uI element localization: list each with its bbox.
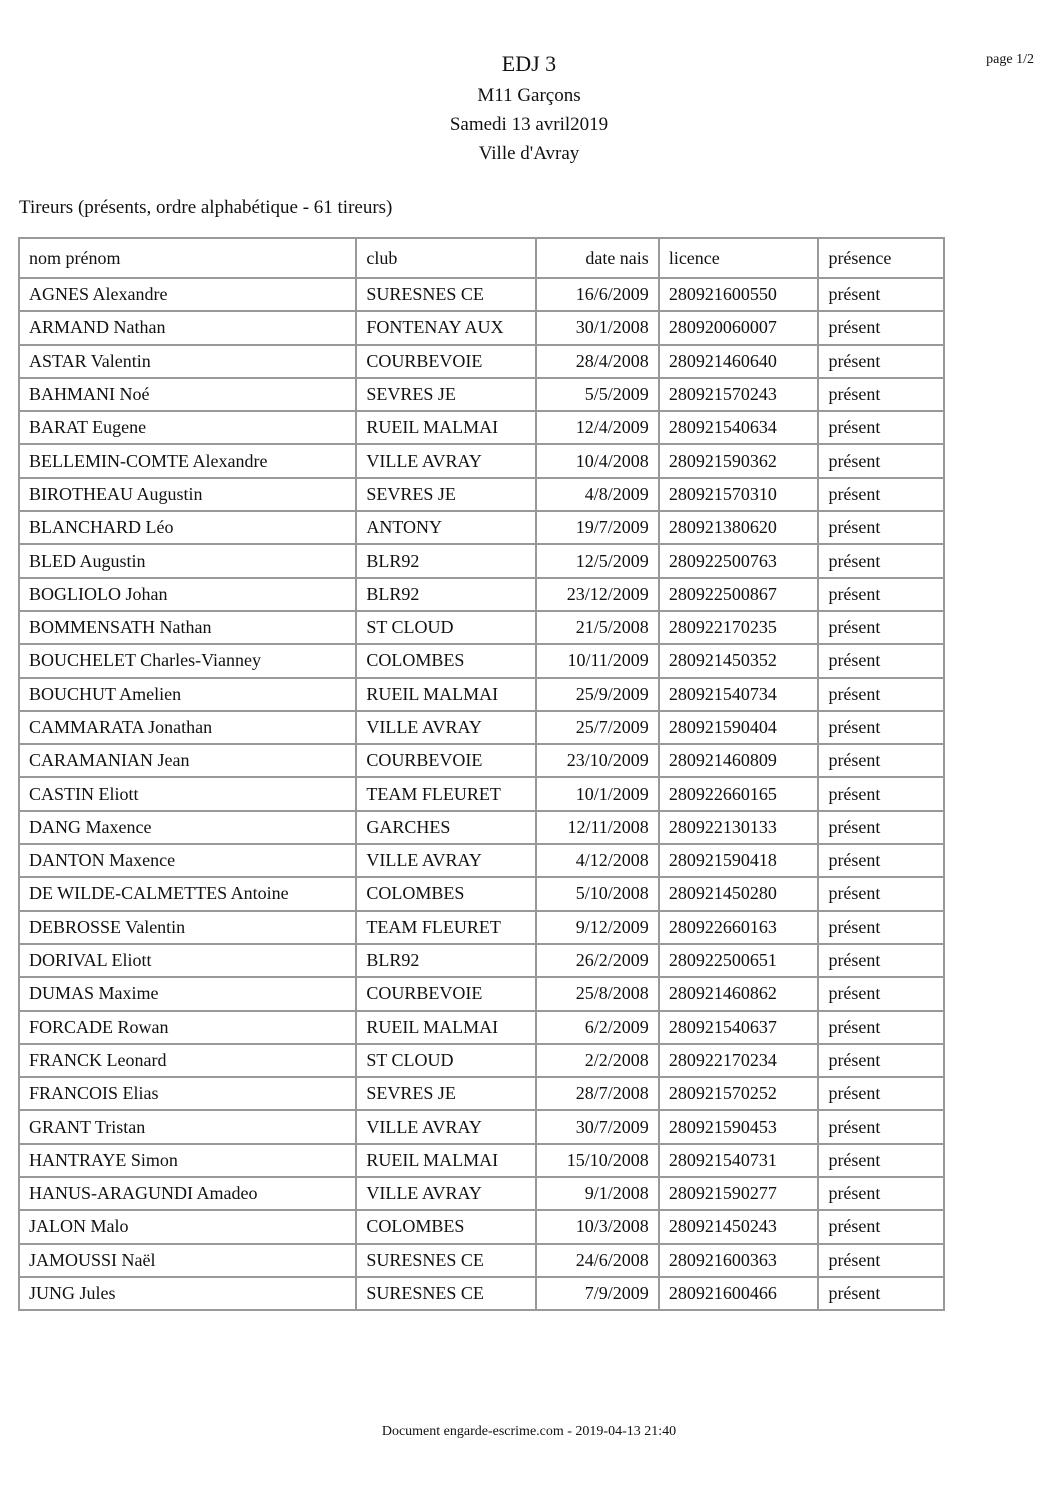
table-row xyxy=(19,544,944,577)
cell-birthdate: 26/2/2009 xyxy=(536,944,659,977)
cell-licence: 280922170234 xyxy=(659,1044,819,1077)
cell-licence: 280922660163 xyxy=(659,911,819,944)
cell-birthdate: 9/1/2008 xyxy=(536,1177,659,1210)
cell-presence: présent xyxy=(818,1277,944,1310)
cell-club: VILLE AVRAY xyxy=(356,444,536,477)
table-row xyxy=(19,777,944,810)
cell-club: BLR92 xyxy=(356,544,536,577)
cell-presence: présent xyxy=(818,378,944,411)
cell-presence: présent xyxy=(818,278,944,311)
cell-name: DUMAS Maxime xyxy=(19,977,356,1010)
cell-club: VILLE AVRAY xyxy=(356,711,536,744)
table-row xyxy=(19,844,944,877)
cell-name: CASTIN Eliott xyxy=(19,777,356,810)
cell-club: COLOMBES xyxy=(356,1210,536,1243)
cell-presence: présent xyxy=(818,311,944,344)
cell-presence: présent xyxy=(818,1144,944,1177)
cell-licence: 280921590453 xyxy=(659,1110,819,1143)
cell-club: SURESNES CE xyxy=(356,1244,536,1277)
document-title: EDJ 3 xyxy=(501,51,557,76)
cell-name: JALON Malo xyxy=(19,1210,356,1243)
section-title: Tireurs (présents, ordre alphabétique - 61 tireurs) xyxy=(19,197,393,218)
cell-club: COLOMBES xyxy=(356,877,536,910)
cell-club: RUEIL MALMAI xyxy=(356,1144,536,1177)
cell-presence: présent xyxy=(818,478,944,511)
cell-name: BELLEMIN-COMTE Alexandre xyxy=(19,444,356,477)
cell-name: BLED Augustin xyxy=(19,544,356,577)
cell-birthdate: 21/5/2008 xyxy=(536,611,659,644)
cell-club: SURESNES CE xyxy=(356,278,536,311)
cell-club: VILLE AVRAY xyxy=(356,1110,536,1143)
table-row xyxy=(19,611,944,644)
cell-club: COURBEVOIE xyxy=(356,345,536,378)
cell-licence: 280921450243 xyxy=(659,1210,819,1243)
cell-club: GARCHES xyxy=(356,811,536,844)
cell-name: BLANCHARD Léo xyxy=(19,511,356,544)
cell-club: COURBEVOIE xyxy=(356,744,536,777)
cell-licence: 280921380620 xyxy=(659,511,819,544)
cell-licence: 280921600466 xyxy=(659,1277,819,1310)
cell-presence: présent xyxy=(818,777,944,810)
cell-name: DEBROSSE Valentin xyxy=(19,911,356,944)
cell-birthdate: 28/4/2008 xyxy=(536,345,659,378)
cell-name: BOUCHUT Amelien xyxy=(19,678,356,711)
cell-presence: présent xyxy=(818,611,944,644)
cell-presence: présent xyxy=(818,877,944,910)
column-header-name: nom prénom xyxy=(19,238,356,278)
cell-club: VILLE AVRAY xyxy=(356,1177,536,1210)
column-header-birthdate: date nais xyxy=(536,238,659,278)
cell-birthdate: 4/12/2008 xyxy=(536,844,659,877)
page-number: page 1/2 xyxy=(986,52,1034,67)
cell-name: JUNG Jules xyxy=(19,1277,356,1310)
event-location: Ville d'Avray xyxy=(478,143,580,164)
table-row xyxy=(19,1077,944,1110)
cell-licence: 280922170235 xyxy=(659,611,819,644)
cell-licence: 280921460809 xyxy=(659,744,819,777)
table-row xyxy=(19,1110,944,1143)
cell-club: ANTONY xyxy=(356,511,536,544)
footer-text: Document engarde-escrime.com - 2019-04-13 21:40 xyxy=(381,1424,677,1439)
column-header-presence: présence xyxy=(818,238,944,278)
cell-name: BOUCHELET Charles-Vianney xyxy=(19,644,356,677)
cell-presence: présent xyxy=(818,944,944,977)
cell-presence: présent xyxy=(818,1177,944,1210)
cell-birthdate: 23/10/2009 xyxy=(536,744,659,777)
cell-licence: 280920060007 xyxy=(659,311,819,344)
cell-name: AGNES Alexandre xyxy=(19,278,356,311)
table-row xyxy=(19,478,944,511)
table-row xyxy=(19,345,944,378)
cell-birthdate: 5/10/2008 xyxy=(536,877,659,910)
cell-presence: présent xyxy=(818,444,944,477)
cell-birthdate: 30/1/2008 xyxy=(536,311,659,344)
cell-licence: 280921570310 xyxy=(659,478,819,511)
cell-presence: présent xyxy=(818,977,944,1010)
cell-club: VILLE AVRAY xyxy=(356,844,536,877)
cell-birthdate: 19/7/2009 xyxy=(536,511,659,544)
cell-presence: présent xyxy=(818,711,944,744)
cell-licence: 280922500763 xyxy=(659,544,819,577)
cell-licence: 280921540637 xyxy=(659,1011,819,1044)
cell-birthdate: 10/4/2008 xyxy=(536,444,659,477)
fencers-table xyxy=(18,237,945,1311)
column-header-club: club xyxy=(356,238,536,278)
cell-birthdate: 30/7/2009 xyxy=(536,1110,659,1143)
cell-name: ASTAR Valentin xyxy=(19,345,356,378)
cell-birthdate: 25/8/2008 xyxy=(536,977,659,1010)
cell-presence: présent xyxy=(818,911,944,944)
cell-birthdate: 6/2/2009 xyxy=(536,1011,659,1044)
cell-birthdate: 28/7/2008 xyxy=(536,1077,659,1110)
event-date: Samedi 13 avril2019 xyxy=(449,114,609,135)
table-row xyxy=(19,1044,944,1077)
cell-licence: 280921540731 xyxy=(659,1144,819,1177)
cell-licence: 280921570252 xyxy=(659,1077,819,1110)
cell-club: SEVRES JE xyxy=(356,1077,536,1110)
cell-presence: présent xyxy=(818,1110,944,1143)
cell-name: CAMMARATA Jonathan xyxy=(19,711,356,744)
cell-licence: 280922660165 xyxy=(659,777,819,810)
table-row xyxy=(19,311,944,344)
cell-licence: 280921590404 xyxy=(659,711,819,744)
table-row xyxy=(19,1277,944,1310)
cell-club: ST CLOUD xyxy=(356,1044,536,1077)
cell-presence: présent xyxy=(818,1044,944,1077)
cell-club: FONTENAY AUX xyxy=(356,311,536,344)
cell-licence: 280921570243 xyxy=(659,378,819,411)
table-row xyxy=(19,411,944,444)
table-row xyxy=(19,711,944,744)
cell-presence: présent xyxy=(818,1210,944,1243)
cell-name: BARAT Eugene xyxy=(19,411,356,444)
table-header-row xyxy=(19,238,944,278)
cell-name: HANTRAYE Simon xyxy=(19,1144,356,1177)
table-row xyxy=(19,444,944,477)
cell-licence: 280921590362 xyxy=(659,444,819,477)
cell-licence: 280921600363 xyxy=(659,1244,819,1277)
cell-presence: présent xyxy=(818,511,944,544)
cell-licence: 280921450352 xyxy=(659,644,819,677)
cell-club: SEVRES JE xyxy=(356,478,536,511)
column-header-licence: licence xyxy=(659,238,819,278)
cell-name: HANUS-ARAGUNDI Amadeo xyxy=(19,1177,356,1210)
table-row xyxy=(19,1244,944,1277)
table-row xyxy=(19,911,944,944)
cell-club: BLR92 xyxy=(356,578,536,611)
table-row xyxy=(19,378,944,411)
cell-name: DORIVAL Eliott xyxy=(19,944,356,977)
cell-club: SURESNES CE xyxy=(356,1277,536,1310)
cell-club: ST CLOUD xyxy=(356,611,536,644)
cell-birthdate: 12/5/2009 xyxy=(536,544,659,577)
table-row xyxy=(19,644,944,677)
cell-licence: 280921590277 xyxy=(659,1177,819,1210)
cell-birthdate: 5/5/2009 xyxy=(536,378,659,411)
table-row xyxy=(19,578,944,611)
cell-birthdate: 23/12/2009 xyxy=(536,578,659,611)
cell-name: ARMAND Nathan xyxy=(19,311,356,344)
cell-name: CARAMANIAN Jean xyxy=(19,744,356,777)
cell-name: DANTON Maxence xyxy=(19,844,356,877)
table-row xyxy=(19,977,944,1010)
cell-licence: 280921540634 xyxy=(659,411,819,444)
cell-birthdate: 2/2/2008 xyxy=(536,1044,659,1077)
cell-presence: présent xyxy=(818,345,944,378)
cell-birthdate: 12/11/2008 xyxy=(536,811,659,844)
cell-presence: présent xyxy=(818,811,944,844)
category: M11 Garçons xyxy=(477,85,581,106)
table-row xyxy=(19,811,944,844)
cell-presence: présent xyxy=(818,678,944,711)
table-row xyxy=(19,1144,944,1177)
cell-club: RUEIL MALMAI xyxy=(356,1011,536,1044)
cell-name: JAMOUSSI Naël xyxy=(19,1244,356,1277)
cell-name: GRANT Tristan xyxy=(19,1110,356,1143)
cell-birthdate: 25/9/2009 xyxy=(536,678,659,711)
table-row xyxy=(19,877,944,910)
cell-birthdate: 10/1/2009 xyxy=(536,777,659,810)
cell-name: BOMMENSATH Nathan xyxy=(19,611,356,644)
cell-club: COURBEVOIE xyxy=(356,977,536,1010)
cell-name: BIROTHEAU Augustin xyxy=(19,478,356,511)
cell-name: DANG Maxence xyxy=(19,811,356,844)
cell-club: RUEIL MALMAI xyxy=(356,411,536,444)
cell-club: COLOMBES xyxy=(356,644,536,677)
cell-licence: 280921460862 xyxy=(659,977,819,1010)
cell-presence: présent xyxy=(818,544,944,577)
cell-presence: présent xyxy=(818,744,944,777)
cell-licence: 280922130133 xyxy=(659,811,819,844)
cell-birthdate: 4/8/2009 xyxy=(536,478,659,511)
cell-presence: présent xyxy=(818,1011,944,1044)
cell-birthdate: 10/11/2009 xyxy=(536,644,659,677)
table-row xyxy=(19,678,944,711)
cell-name: FRANCK Leonard xyxy=(19,1044,356,1077)
cell-club: TEAM FLEURET xyxy=(356,911,536,944)
cell-name: FRANCOIS Elias xyxy=(19,1077,356,1110)
cell-birthdate: 24/6/2008 xyxy=(536,1244,659,1277)
cell-presence: présent xyxy=(818,644,944,677)
cell-licence: 280921450280 xyxy=(659,877,819,910)
cell-club: BLR92 xyxy=(356,944,536,977)
cell-name: FORCADE Rowan xyxy=(19,1011,356,1044)
cell-club: TEAM FLEURET xyxy=(356,777,536,810)
table-row xyxy=(19,511,944,544)
cell-birthdate: 7/9/2009 xyxy=(536,1277,659,1310)
cell-licence: 280922500867 xyxy=(659,578,819,611)
cell-birthdate: 16/6/2009 xyxy=(536,278,659,311)
cell-birthdate: 12/4/2009 xyxy=(536,411,659,444)
cell-licence: 280921590418 xyxy=(659,844,819,877)
cell-birthdate: 10/3/2008 xyxy=(536,1210,659,1243)
cell-presence: présent xyxy=(818,844,944,877)
cell-name: BOGLIOLO Johan xyxy=(19,578,356,611)
cell-licence: 280922500651 xyxy=(659,944,819,977)
table-row xyxy=(19,278,944,311)
cell-presence: présent xyxy=(818,578,944,611)
table-row xyxy=(19,1177,944,1210)
cell-club: RUEIL MALMAI xyxy=(356,678,536,711)
cell-name: DE WILDE-CALMETTES Antoine xyxy=(19,877,356,910)
cell-presence: présent xyxy=(818,1244,944,1277)
cell-birthdate: 15/10/2008 xyxy=(536,1144,659,1177)
cell-presence: présent xyxy=(818,1077,944,1110)
table-row xyxy=(19,944,944,977)
cell-licence: 280921460640 xyxy=(659,345,819,378)
table-row xyxy=(19,744,944,777)
cell-name: BAHMANI Noé xyxy=(19,378,356,411)
cell-birthdate: 25/7/2009 xyxy=(536,711,659,744)
cell-licence: 280921600550 xyxy=(659,278,819,311)
cell-birthdate: 9/12/2009 xyxy=(536,911,659,944)
cell-licence: 280921540734 xyxy=(659,678,819,711)
table-row xyxy=(19,1210,944,1243)
cell-presence: présent xyxy=(818,411,944,444)
table-row xyxy=(19,1011,944,1044)
cell-club: SEVRES JE xyxy=(356,378,536,411)
